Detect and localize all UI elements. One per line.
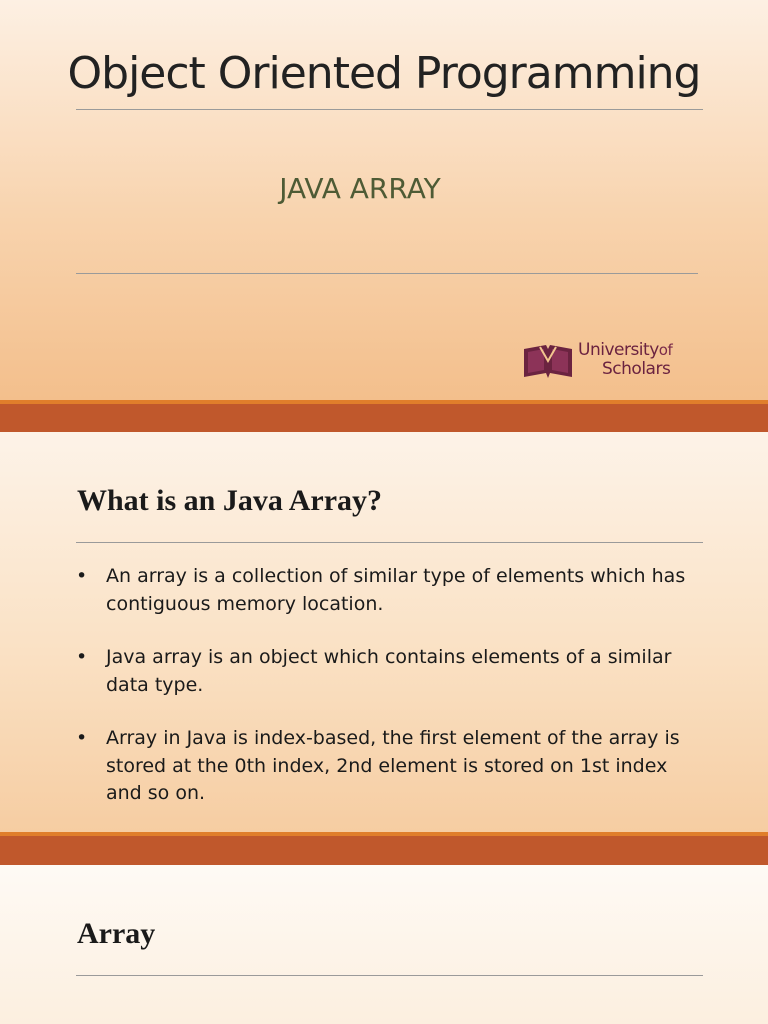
bullet-text: Array in Java is index-based, the first element of the array is stored at the 0th index, 2nd element is stored on 1st index and so on.	[106, 727, 680, 804]
separator-stripe	[0, 400, 768, 404]
open-book-icon	[522, 343, 574, 381]
bullet-text: Java array is an object which contains elements of a similar data type.	[106, 646, 672, 696]
logo-text	[578, 341, 672, 379]
page-title: Object Oriented Programming	[67, 48, 701, 99]
slide-heading: What is an Java Array?	[77, 484, 383, 517]
bullet-icon: •	[76, 727, 88, 749]
slide-separator	[0, 832, 768, 865]
heading-divider	[76, 542, 703, 543]
separator-stripe	[0, 832, 768, 836]
subtitle-divider	[76, 273, 698, 274]
bullet-icon: •	[76, 646, 88, 668]
slide-separator	[0, 400, 768, 432]
bullet-item	[76, 563, 696, 618]
title-divider	[76, 109, 703, 110]
slide-title	[0, 0, 768, 400]
logo-of: of	[658, 341, 673, 359]
bullet-list	[76, 563, 696, 834]
slide-heading: Array	[77, 917, 156, 950]
university-logo	[522, 341, 702, 385]
heading-divider	[76, 975, 703, 976]
bullet-icon: •	[76, 565, 88, 587]
bullet-item	[76, 725, 696, 808]
slide-subtitle: JAVA ARRAY	[279, 172, 441, 205]
bullet-text: An array is a collection of similar type of elements which has contiguous memory location.	[106, 565, 686, 615]
bullet-item	[76, 644, 696, 699]
logo-scholars: Scholars	[602, 359, 671, 379]
logo-university: University	[578, 340, 659, 360]
